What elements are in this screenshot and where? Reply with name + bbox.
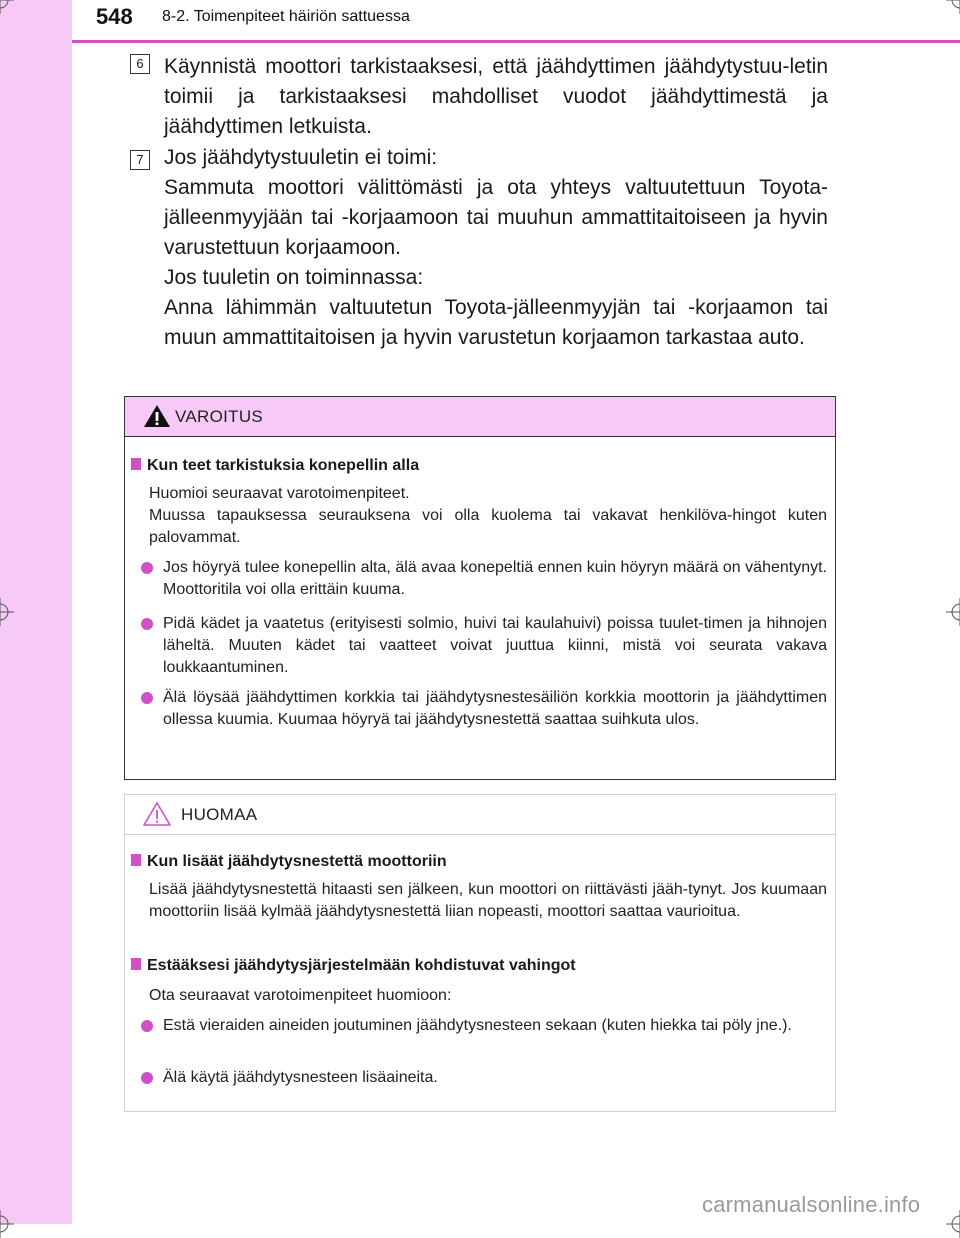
warning-triangle-icon	[143, 403, 171, 429]
warning-box-title: VAROITUS	[175, 407, 264, 426]
bullet-dot-icon	[141, 1020, 153, 1032]
crop-mark-icon	[946, 1210, 960, 1238]
warning-box	[124, 396, 836, 780]
step-paragraph: Sammuta moottori välittömästi ja ota yhteys valtuutettuun Toyota-jälleenmyyjään tai -korjaamoon tai muuhun ammattitaitoiseen ja hyvin varustettuun korjaamoon.	[164, 176, 828, 259]
warning-box-header	[125, 397, 835, 437]
notice-heading-text: Estääksesi jäähdytysjärjestelmään kohdistuvat vahingot	[147, 957, 576, 974]
section-title: 8-2. Toimenpiteet häiriön sattuessa	[162, 8, 410, 25]
step-paragraph: Käynnistä moottori tarkistaaksesi, että jäähdyttimen jäähdytystuu-letin toimii ja tarkistaaksesi mahdolliset vuodot jäähdyttimestä ja jäähdyttimen letkuista.	[164, 55, 828, 138]
warning-heading	[131, 455, 419, 477]
page-number: 548	[96, 4, 133, 29]
notice-box	[124, 794, 836, 1112]
header-rule	[72, 40, 960, 43]
crop-mark-icon	[0, 598, 14, 626]
crop-mark-icon	[0, 0, 14, 14]
bullet-dot-icon	[141, 562, 153, 574]
notice-text: Ota seuraavat varotoimenpiteet huomioon:	[149, 987, 452, 1004]
section-square-icon	[131, 958, 141, 970]
bullet-dot-icon	[141, 692, 153, 704]
warning-heading-text: Kun teet tarkistuksia konepellin alla	[147, 457, 420, 474]
notice-heading	[131, 851, 447, 873]
caution-outline-triangle-icon	[143, 801, 171, 827]
warning-bullet-text: Pidä kädet ja vaatetus (erityisesti solmio, huivi tai kaulahuivi) poissa tuulet-timen ja hihnojen läheltä. Muuten kädet tai vaatteet voivat juuttua kiinni, mistä voi seurata vakava loukkaantuminen.	[163, 615, 827, 676]
notice-bullet-text: Älä käytä jäähdytysnesteen lisäaineita.	[163, 1069, 438, 1086]
bullet-dot-icon	[141, 1072, 153, 1084]
warning-bullet-text: Älä löysää jäähdyttimen korkkia tai jäähdytysnestesäiliön korkkia moottorin ja jäähdyttimen ollessa kuumia. Kuumaa höyryä tai jäähdytysnestettä saattaa suihkuta ulos.	[163, 689, 827, 728]
step-paragraph: Anna lähimmän valtuutetun Toyota-jälleenmyyjän tai -korjaamon tai muun ammattitaitoisen ja hyvin varustetun korjaamon tarkastaa auto.	[164, 296, 828, 349]
warning-intro: Huomioi seuraavat varotoimenpiteet. Muussa tapauksessa seurauksena voi olla kuolema tai vakavat henkilöva-hingot kuten palovammat.	[149, 485, 827, 546]
section-square-icon	[131, 458, 141, 470]
notice-bullet-text: Estä vieraiden aineiden joutuminen jäähdytysnesteen sekaan (kuten hiekka tai pöly jne.).	[163, 1017, 792, 1034]
bullet-dot-icon	[141, 618, 153, 630]
notice-heading-text: Kun lisäät jäähdytysnestettä moottoriin	[147, 853, 447, 870]
crop-mark-icon	[0, 1210, 14, 1238]
step-number-badge: 6	[130, 54, 150, 74]
crop-mark-icon	[946, 598, 960, 626]
warning-bullet-text: Jos höyryä tulee konepellin alta, älä avaa konepeltiä ennen kuin höyryn määrä on vähentynyt. Moottoritila voi olla erittäin kuuma.	[163, 559, 827, 598]
watermark-logo: carmanualsonline.info	[702, 1192, 921, 1217]
step-paragraph: Jos tuuletin on toiminnassa:	[164, 266, 424, 289]
notice-text: Lisää jäähdytysnestettä hitaasti sen jälkeen, kun moottori on riittävästi jääh-tynyt. Jos kuumaan moottoriin lisää kylmää jäähdytysnestettä liian nopeasti, moottori saattaa vaurioitua.	[149, 881, 827, 920]
step-number-badge: 7	[130, 150, 150, 170]
section-square-icon	[131, 854, 141, 866]
notice-box-title: HUOMAA	[181, 805, 258, 824]
crop-mark-icon	[946, 0, 960, 14]
step-paragraph: Jos jäähdytystuuletin ei toimi:	[164, 146, 438, 169]
notice-heading	[131, 955, 576, 977]
notice-box-header	[125, 795, 835, 835]
